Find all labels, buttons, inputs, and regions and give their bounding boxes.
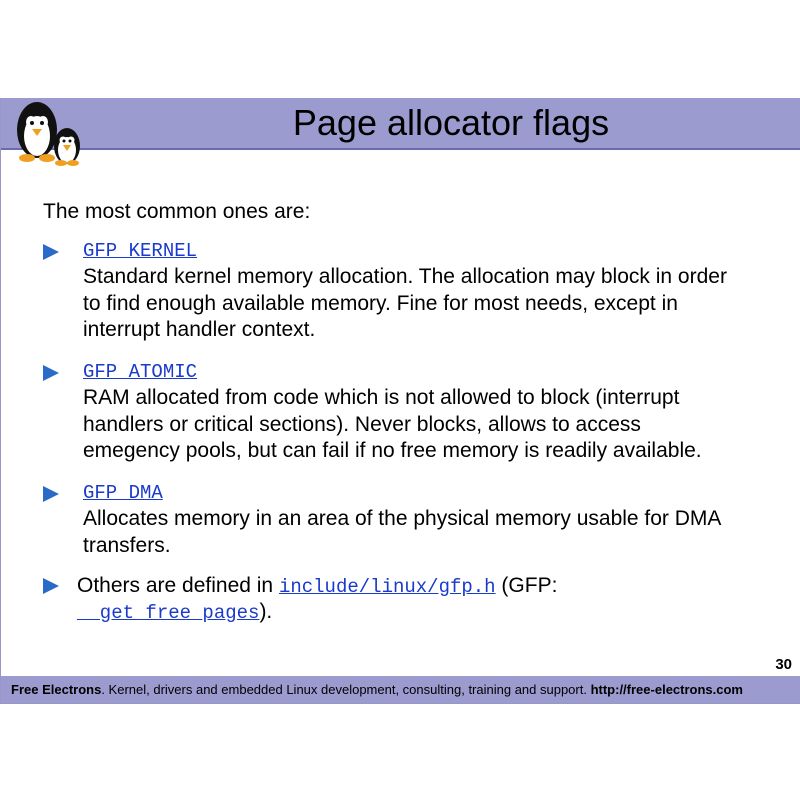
bullet-description (83, 506, 773, 559)
others-middle: (GFP: (495, 574, 558, 597)
others-line (77, 574, 557, 598)
others-prefix: Others are defined in (77, 574, 279, 597)
page-number: 30 (775, 656, 792, 673)
footer-text: . Kernel, drivers and embedded Linux development, consulting, training and support. (101, 682, 591, 697)
get-free-pages-link[interactable]: __get_free_pages (77, 602, 260, 624)
bullet-arrow-icon (43, 486, 59, 502)
description-line: to find enough available memory. Fine for most needs, except in (83, 291, 678, 315)
description-line: interrupt handler context. (83, 318, 316, 341)
bullet-arrow-icon (43, 578, 59, 594)
description-line: Allocates memory in an area of the physical memory usable for DMA (83, 507, 722, 530)
flag-link-gfp-atomic[interactable]: GFP_ATOMIC (83, 361, 198, 383)
bullet-arrow-icon (43, 365, 59, 381)
slide (0, 98, 800, 704)
slide-title: Page allocator flags (292, 102, 610, 143)
bullet-arrow-icon (43, 244, 59, 260)
description-line: RAM allocated from code which is not allowed to block (interrupt (83, 386, 680, 409)
penguin-logo-icon (9, 100, 89, 170)
gfp-header-link[interactable]: include/linux/gfp.h (278, 576, 496, 598)
others-line (77, 600, 272, 624)
flag-link-gfp-kernel[interactable]: GFP_KERNEL (83, 240, 198, 262)
intro-text: The most common ones are: (43, 200, 311, 223)
footer (1, 676, 800, 703)
footer-brand: Free Electrons (11, 682, 102, 697)
description-line: emegency pools, but can fail if no free memory is readily available. (83, 439, 702, 462)
description-line: handlers or critical sections). Never blocks, allows to access (83, 412, 641, 436)
others-suffix: ). (259, 600, 273, 623)
bullet-description (83, 385, 773, 465)
bullet-description (83, 264, 773, 344)
description-line: Standard kernel memory allocation. The allocation may block in order (83, 265, 727, 288)
footer-url[interactable]: http://free-electrons.com (590, 682, 743, 697)
description-line: transfers. (83, 533, 171, 557)
flag-link-gfp-dma[interactable]: GFP_DMA (83, 482, 163, 504)
title-bar (1, 98, 800, 150)
